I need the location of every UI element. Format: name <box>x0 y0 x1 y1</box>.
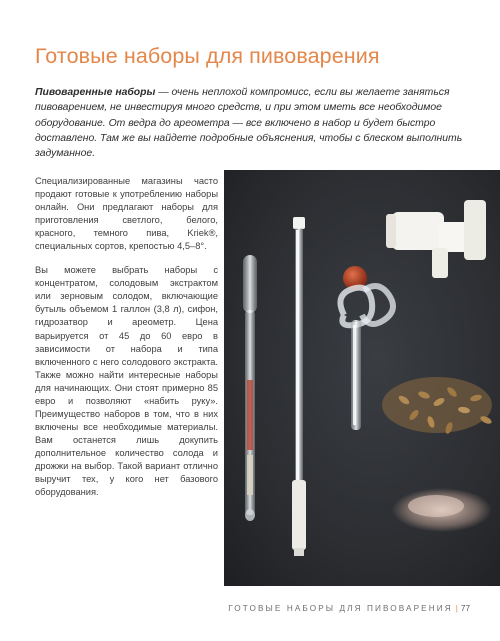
lead-text: — очень неплохой компромисс, если вы желаете заняться пивоварением, не инвестируя много средств, и при этом иметь все необходимое оборудование. От ведра до ареометра — все включено в набор и будет быстро доставлено. Там же вы найдете подробные объяснения, чтобы с блеском выполнить задуманное. <box>35 87 463 160</box>
brewing-kit-photo <box>224 170 500 586</box>
footer-separator: | <box>455 604 458 613</box>
yeast-powder-icon <box>392 488 492 532</box>
page-footer <box>170 604 470 613</box>
lead-paragraph <box>35 85 467 161</box>
body-paragraph-2: Вы можете выбрать наборы с концентратом, солодовым экстрактом или зерновым солодом, включающие бутыль объемом 1 галлон (3,8 л), сифон, гидрозатвор и ареометр. Цена варьируется от 45 до 60 евро в зависимости от набора и типа включенного с него солодового экстракта. Также можно найти интересные наборы для начинающих. Они стоят примерно 85 евро и позволяют «набить руку». Преимущество наборов в том, что в них включены все необходимые материалы. Вам останется лишь докупить дополнительное количество солода и дрожжи на выбор. Такой вариант отлично выручит тех, у кого нет базового оборудования. <box>35 265 218 498</box>
running-title: ГОТОВЫЕ НАБОРЫ ДЛЯ ПИВОВАРЕНИЯ <box>228 604 453 613</box>
body-column <box>35 175 218 510</box>
hydrometer-icon <box>243 255 257 521</box>
body-paragraph-1: Специализированные магазины часто продают готовые к употреблению наборы онлайн. Они предлагают наборы для приготовления светлого, белого, красного, темного пива, Kriek®, специальных сортов, крепостью 4,5–8°. <box>35 176 218 252</box>
page-number: 77 <box>460 604 470 613</box>
lead-bold-term: Пивоваренные наборы <box>35 87 156 98</box>
page-title: Готовые наборы для пивоварения <box>35 44 380 68</box>
